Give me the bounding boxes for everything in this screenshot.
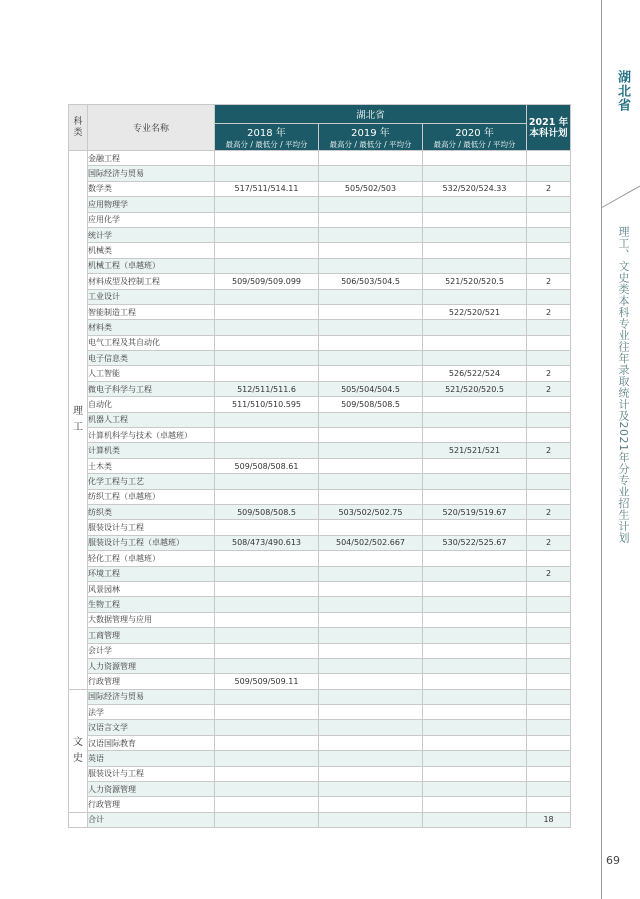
table-row (69, 612, 571, 627)
score-2020 (423, 351, 527, 366)
score-2018 (215, 258, 319, 273)
table-row (69, 674, 571, 689)
score-2018 (215, 797, 319, 812)
score-2020 (423, 581, 527, 596)
plan-2021 (527, 412, 571, 427)
score-2020 (423, 705, 527, 720)
score-2020 (423, 766, 527, 781)
plan-2021 (527, 689, 571, 704)
plan-2021 (527, 320, 571, 335)
score-2018: 508/473/490.613 (215, 535, 319, 550)
score-2019 (319, 458, 423, 473)
header-major: 专业名称 (88, 105, 215, 151)
table-row (69, 643, 571, 658)
major-name: 计算机类 (88, 443, 215, 458)
header-year-2019: 2019 年 (319, 124, 423, 140)
score-2020 (423, 335, 527, 350)
plan-2021 (527, 227, 571, 242)
table-row (69, 366, 571, 381)
score-2018 (215, 227, 319, 242)
score-2019 (319, 412, 423, 427)
major-name: 风景园林 (88, 581, 215, 596)
score-2020 (423, 458, 527, 473)
section-side-subtitle: 理工、文史类本科专业往年录取统计及2021年分专业招生计划 (617, 226, 630, 544)
score-2018 (215, 735, 319, 750)
plan-2021 (527, 705, 571, 720)
table-row (69, 243, 571, 258)
header-province: 湖北省 (215, 105, 527, 124)
score-2020 (423, 751, 527, 766)
major-name: 服装设计与工程（卓越班） (88, 535, 215, 550)
score-2020: 521/520/520.5 (423, 274, 527, 289)
score-2019 (319, 720, 423, 735)
table-row (69, 628, 571, 643)
score-2019: 505/502/503 (319, 181, 423, 196)
plan-2021 (527, 581, 571, 596)
table-row (69, 735, 571, 750)
score-2020 (423, 735, 527, 750)
header-category: 科类 (69, 105, 88, 151)
score-2018 (215, 782, 319, 797)
header-scores-2020: 最高分 / 最低分 / 平均分 (423, 139, 527, 151)
table-row (69, 443, 571, 458)
major-name: 应用化学 (88, 212, 215, 227)
score-2018 (215, 689, 319, 704)
score-2020: 521/520/520.5 (423, 381, 527, 396)
category-label: 文史 (73, 736, 83, 764)
score-2020 (423, 289, 527, 304)
score-2020 (423, 551, 527, 566)
total-2020 (423, 812, 527, 827)
score-2020 (423, 197, 527, 212)
score-2020 (423, 658, 527, 673)
score-2019 (319, 197, 423, 212)
major-name: 机械工程（卓越班） (88, 258, 215, 273)
score-2020: 520/519/519.67 (423, 504, 527, 519)
major-name: 计算机科学与技术（卓越班） (88, 428, 215, 443)
table-row (69, 489, 571, 504)
score-2018 (215, 151, 319, 166)
plan-2021 (527, 643, 571, 658)
score-2018: 509/509/509.11 (215, 674, 319, 689)
major-name: 国际经济与贸易 (88, 689, 215, 704)
major-name: 汉语国际教育 (88, 735, 215, 750)
score-2018 (215, 212, 319, 227)
score-2018 (215, 597, 319, 612)
score-2020 (423, 674, 527, 689)
table-row (69, 689, 571, 704)
score-2020 (423, 720, 527, 735)
table-row (69, 474, 571, 489)
major-name: 人工智能 (88, 366, 215, 381)
score-2019 (319, 735, 423, 750)
score-2018: 511/510/510.595 (215, 397, 319, 412)
score-2018: 509/509/509.099 (215, 274, 319, 289)
score-2020 (423, 151, 527, 166)
plan-2021 (527, 335, 571, 350)
score-2018 (215, 551, 319, 566)
total-2019 (319, 812, 423, 827)
table-row (69, 351, 571, 366)
major-name: 材料成型及控制工程 (88, 274, 215, 289)
total-category-cell (69, 812, 88, 827)
score-2020 (423, 320, 527, 335)
plan-2021 (527, 289, 571, 304)
score-2020: 530/522/525.67 (423, 535, 527, 550)
score-2019 (319, 151, 423, 166)
table-row (69, 412, 571, 427)
score-2018: 517/511/514.11 (215, 181, 319, 196)
major-name: 电子信息类 (88, 351, 215, 366)
major-name: 材料类 (88, 320, 215, 335)
score-2020 (423, 597, 527, 612)
category-cell (69, 689, 88, 812)
score-2019 (319, 366, 423, 381)
major-name: 数学类 (88, 181, 215, 196)
major-name: 纺织工程（卓越班） (88, 489, 215, 504)
score-2019 (319, 289, 423, 304)
major-name: 工业设计 (88, 289, 215, 304)
table-row (69, 458, 571, 473)
major-name: 微电子科学与工程 (88, 381, 215, 396)
table-row (69, 782, 571, 797)
score-2019: 505/504/504.5 (319, 381, 423, 396)
score-2019 (319, 674, 423, 689)
score-2020 (423, 474, 527, 489)
major-name: 会计学 (88, 643, 215, 658)
plan-2021 (527, 166, 571, 181)
score-2018 (215, 643, 319, 658)
plan-2021 (527, 735, 571, 750)
score-2019 (319, 766, 423, 781)
major-name: 法学 (88, 705, 215, 720)
score-2020 (423, 566, 527, 581)
score-2018 (215, 412, 319, 427)
major-name: 行政管理 (88, 674, 215, 689)
plan-2021 (527, 751, 571, 766)
table-row (69, 766, 571, 781)
score-2018: 512/511/511.6 (215, 381, 319, 396)
score-2019: 506/503/504.5 (319, 274, 423, 289)
score-2019 (319, 243, 423, 258)
major-name: 金融工程 (88, 151, 215, 166)
major-name: 环境工程 (88, 566, 215, 581)
score-2018 (215, 428, 319, 443)
plan-2021 (527, 612, 571, 627)
plan-2021 (527, 428, 571, 443)
table-row (69, 397, 571, 412)
score-2019 (319, 797, 423, 812)
plan-2021 (527, 197, 571, 212)
table-row (69, 166, 571, 181)
major-name: 自动化 (88, 397, 215, 412)
plan-2021: 2 (527, 274, 571, 289)
score-2020: 532/520/524.33 (423, 181, 527, 196)
score-2019 (319, 643, 423, 658)
plan-2021: 2 (527, 566, 571, 581)
score-2020 (423, 520, 527, 535)
plan-2021: 2 (527, 181, 571, 196)
admission-table (68, 104, 571, 828)
major-name: 人力资源管理 (88, 782, 215, 797)
score-2020 (423, 782, 527, 797)
table-row (69, 535, 571, 550)
score-2019: 509/508/508.5 (319, 397, 423, 412)
table-row (69, 320, 571, 335)
major-name: 电气工程及其自动化 (88, 335, 215, 350)
score-2018 (215, 243, 319, 258)
score-2020 (423, 212, 527, 227)
plan-2021: 2 (527, 304, 571, 319)
table-row (69, 520, 571, 535)
plan-2021 (527, 351, 571, 366)
score-2020 (423, 258, 527, 273)
plan-2021 (527, 674, 571, 689)
score-2019 (319, 658, 423, 673)
score-2020 (423, 643, 527, 658)
header-plan: 2021 年 本科计划 (527, 105, 571, 151)
score-2020 (423, 243, 527, 258)
table-row (69, 566, 571, 581)
score-2018 (215, 520, 319, 535)
plan-2021: 2 (527, 381, 571, 396)
score-2018 (215, 766, 319, 781)
major-name: 纺织类 (88, 504, 215, 519)
plan-2021: 2 (527, 535, 571, 550)
score-2020 (423, 797, 527, 812)
score-2019 (319, 520, 423, 535)
table-row (69, 504, 571, 519)
score-2018 (215, 705, 319, 720)
header-year-2020: 2020 年 (423, 124, 527, 140)
score-2019 (319, 304, 423, 319)
major-name: 应用物理学 (88, 197, 215, 212)
plan-2021 (527, 474, 571, 489)
table-row (69, 751, 571, 766)
score-2020 (423, 628, 527, 643)
score-2020 (423, 489, 527, 504)
score-2018 (215, 320, 319, 335)
table-row (69, 597, 571, 612)
score-2020 (423, 412, 527, 427)
score-2018: 509/508/508.5 (215, 504, 319, 519)
table-row (69, 258, 571, 273)
major-name: 生物工程 (88, 597, 215, 612)
major-name: 服装设计与工程 (88, 520, 215, 535)
score-2020 (423, 689, 527, 704)
table-row (69, 289, 571, 304)
total-2018 (215, 812, 319, 827)
table-row (69, 551, 571, 566)
plan-2021: 2 (527, 504, 571, 519)
score-2019 (319, 227, 423, 242)
score-2019 (319, 335, 423, 350)
score-2020: 522/520/521 (423, 304, 527, 319)
plan-2021 (527, 258, 571, 273)
score-2018: 509/508/508.61 (215, 458, 319, 473)
score-2019 (319, 320, 423, 335)
score-2019 (319, 628, 423, 643)
total-label: 合计 (88, 812, 215, 827)
table-row (69, 151, 571, 166)
score-2019 (319, 782, 423, 797)
plan-2021 (527, 797, 571, 812)
table-row (69, 658, 571, 673)
score-2018 (215, 289, 319, 304)
category-label: 理工 (73, 405, 83, 433)
major-name: 机器人工程 (88, 412, 215, 427)
score-2018 (215, 443, 319, 458)
plan-2021 (527, 243, 571, 258)
score-2018 (215, 197, 319, 212)
table-row (69, 581, 571, 596)
score-2019 (319, 474, 423, 489)
major-name: 大数据管理与应用 (88, 612, 215, 627)
score-2020: 521/521/521 (423, 443, 527, 458)
major-name: 服装设计与工程 (88, 766, 215, 781)
score-2019 (319, 597, 423, 612)
score-2020 (423, 166, 527, 181)
header-year-2018: 2018 年 (215, 124, 319, 140)
major-name: 机械类 (88, 243, 215, 258)
major-name: 土木类 (88, 458, 215, 473)
score-2019 (319, 489, 423, 504)
major-name: 化学工程与工艺 (88, 474, 215, 489)
plan-2021 (527, 489, 571, 504)
plan-2021 (527, 212, 571, 227)
score-2019: 504/502/502.667 (319, 535, 423, 550)
plan-2021 (527, 766, 571, 781)
province-side-title: 湖北省 (615, 70, 630, 112)
score-2018 (215, 581, 319, 596)
table-row (69, 227, 571, 242)
category-cell (69, 151, 88, 690)
major-name: 人力资源管理 (88, 658, 215, 673)
table-row (69, 705, 571, 720)
page-number: 69 (606, 854, 620, 867)
score-2019 (319, 428, 423, 443)
score-2018 (215, 489, 319, 504)
score-2018 (215, 720, 319, 735)
header-scores-2019: 最高分 / 最低分 / 平均分 (319, 139, 423, 151)
plan-2021 (527, 520, 571, 535)
score-2019 (319, 443, 423, 458)
score-2019 (319, 689, 423, 704)
plan-2021 (527, 628, 571, 643)
score-2018 (215, 366, 319, 381)
plan-2021: 2 (527, 366, 571, 381)
total-row (69, 812, 571, 827)
plan-2021 (527, 782, 571, 797)
major-name: 汉语言文学 (88, 720, 215, 735)
score-2018 (215, 335, 319, 350)
table-row (69, 720, 571, 735)
table-row (69, 181, 571, 196)
score-2020 (423, 428, 527, 443)
major-name: 英语 (88, 751, 215, 766)
table-body (69, 151, 571, 828)
score-2019 (319, 166, 423, 181)
score-2019 (319, 258, 423, 273)
plan-2021 (527, 551, 571, 566)
table-row (69, 797, 571, 812)
table-row (69, 212, 571, 227)
table-row (69, 304, 571, 319)
score-2019 (319, 612, 423, 627)
sidebar-divider (601, 0, 602, 899)
score-2018 (215, 612, 319, 627)
score-2018 (215, 474, 319, 489)
score-2018 (215, 304, 319, 319)
score-2018 (215, 351, 319, 366)
score-2019 (319, 551, 423, 566)
score-2019 (319, 705, 423, 720)
total-plan: 18 (527, 812, 571, 827)
score-2019 (319, 351, 423, 366)
table-row (69, 335, 571, 350)
score-2018 (215, 166, 319, 181)
score-2018 (215, 658, 319, 673)
major-name: 行政管理 (88, 797, 215, 812)
major-name: 国际经济与贸易 (88, 166, 215, 181)
score-2019: 503/502/502.75 (319, 504, 423, 519)
plan-2021 (527, 397, 571, 412)
score-2019 (319, 751, 423, 766)
major-name: 工商管理 (88, 628, 215, 643)
score-2020 (423, 227, 527, 242)
header-scores-2018: 最高分 / 最低分 / 平均分 (215, 139, 319, 151)
score-2020 (423, 612, 527, 627)
score-2018 (215, 751, 319, 766)
major-name: 统计学 (88, 227, 215, 242)
major-name: 轻化工程（卓越班） (88, 551, 215, 566)
score-2020: 526/522/524 (423, 366, 527, 381)
plan-2021 (527, 458, 571, 473)
score-2019 (319, 566, 423, 581)
plan-2021 (527, 658, 571, 673)
score-2018 (215, 628, 319, 643)
score-2020 (423, 397, 527, 412)
plan-2021 (527, 151, 571, 166)
score-2019 (319, 581, 423, 596)
table-row (69, 274, 571, 289)
score-2018 (215, 566, 319, 581)
major-name: 智能制造工程 (88, 304, 215, 319)
table-row (69, 381, 571, 396)
score-2019 (319, 212, 423, 227)
table-row (69, 428, 571, 443)
table-row (69, 197, 571, 212)
plan-2021 (527, 597, 571, 612)
plan-2021: 2 (527, 443, 571, 458)
plan-2021 (527, 720, 571, 735)
